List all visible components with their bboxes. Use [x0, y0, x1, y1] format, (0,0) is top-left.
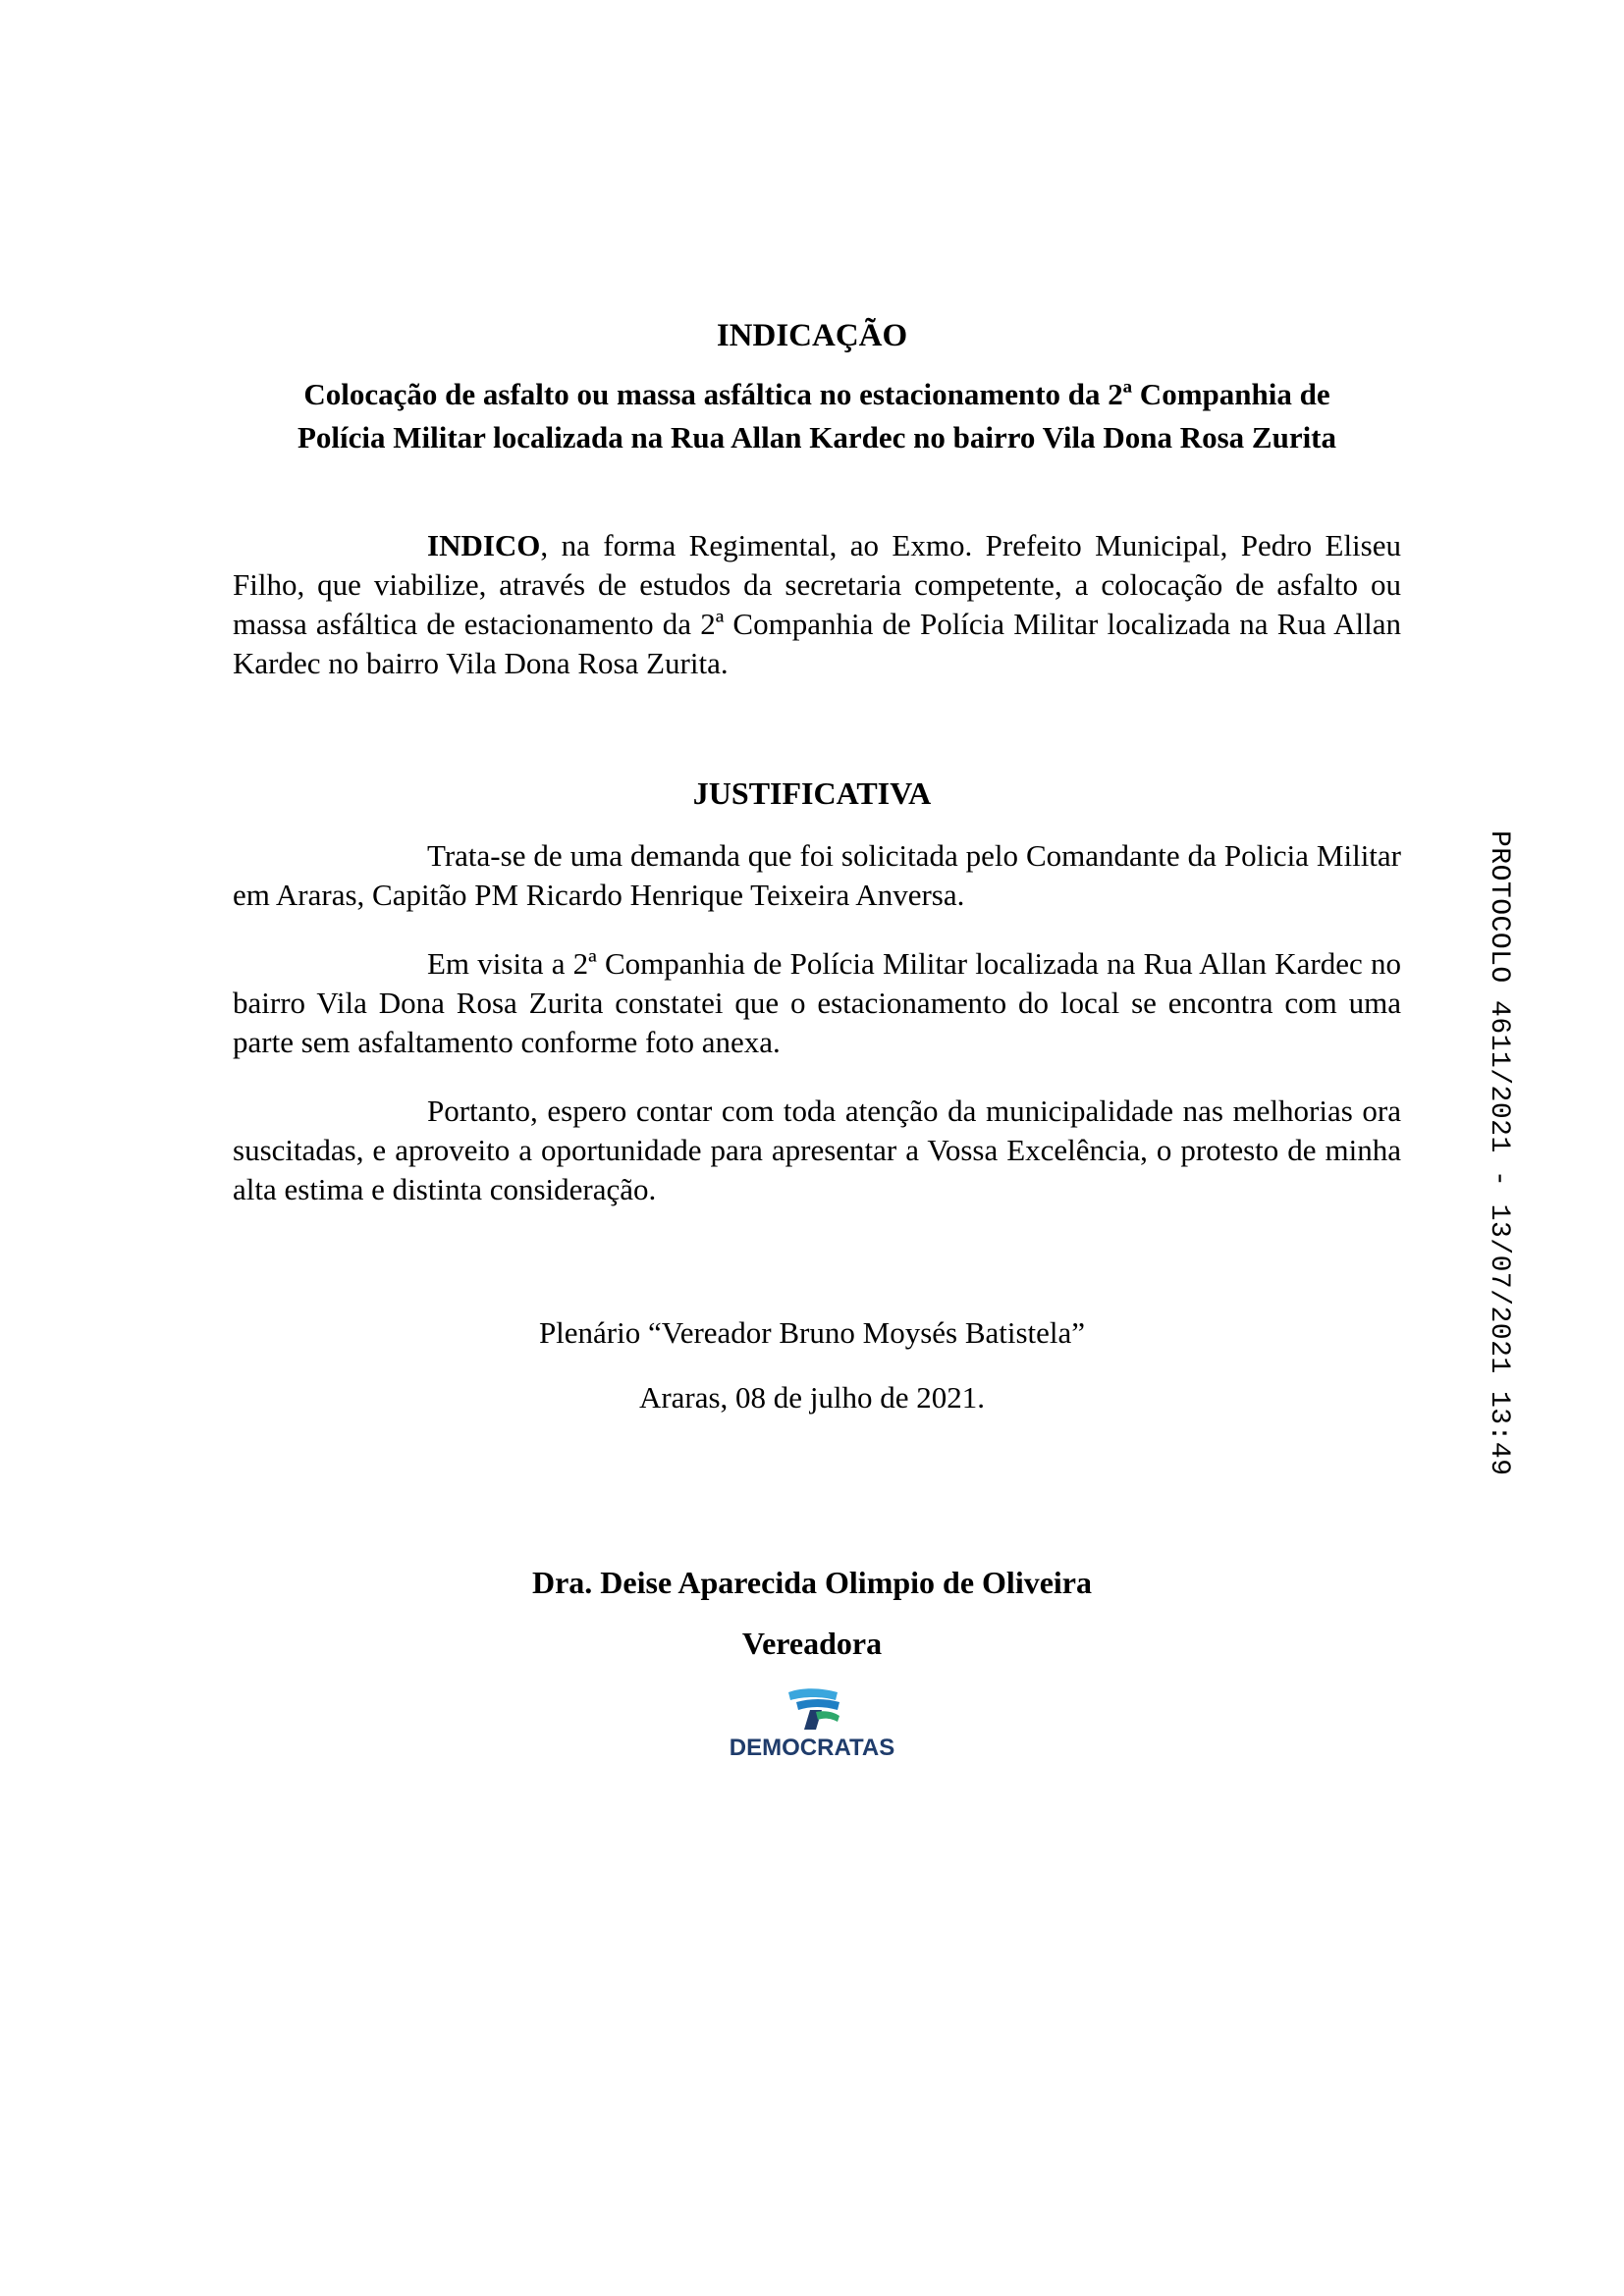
party-logo-mark-icon	[788, 1688, 839, 1730]
subject-line-1: Colocação de asfalto ou massa asfáltica no estacionamento da 2ª Companhia de	[303, 377, 1330, 411]
indico-text: , na forma Regimental, ao Exmo. Prefeito Municipal, Pedro Eliseu Filho, que viabilize, através de estudos da secretaria competente, a colocação de asfalto ou massa asfáltica de estacionamento da 2ª Companhia de Polícia Militar localizada na Rua Allan Kardec no bairro Vila Dona Rosa Zurita.	[233, 528, 1401, 680]
justification-text-1: Trata-se de uma demanda que foi solicitada pelo Comandante da Policia Militar em Araras, Capitão PM Ricardo Henrique Teixeira Anversa.	[233, 838, 1401, 912]
date-line: Araras, 08 de julho de 2021.	[638, 1380, 986, 1415]
indico-lead: INDICO	[427, 528, 541, 562]
document-subject	[233, 373, 1401, 459]
justification-title: JUSTIFICATIVA	[692, 775, 932, 811]
protocol-stamp	[1473, 830, 1524, 1478]
justification-text-2: Em visita a 2ª Companhia de Polícia Militar localizada na Rua Allan Kardec no bairro Vila Dona Rosa Zurita constatei que o estacionamento do local se encontra com uma parte sem asfaltamento conforme foto anexa.	[233, 946, 1401, 1059]
justification-paragraph-1	[233, 836, 1401, 915]
subject-line-2: Polícia Militar localizada na Rua Allan Kardec no bairro Vila Dona Rosa Zurita	[297, 420, 1337, 454]
justification-text-3: Portanto, espero contar com toda atenção da municipalidade nas melhorias ora suscitadas, e aproveito a oportunidade para apresentar a Vossa Excelência, o protesto de minha alta estima e distinta consideração.	[233, 1094, 1401, 1206]
protocol-stamp-text: PROTOCOLO 4611/2021 - 13/07/2021 13:49	[1484, 830, 1514, 1476]
plenario-line: Plenário “Vereador Bruno Moysés Batistela”	[538, 1315, 1086, 1350]
document-title: INDICAÇÃO	[716, 318, 908, 353]
justification-paragraph-2	[233, 944, 1401, 1062]
democratas-logo	[714, 1686, 910, 1765]
indico-paragraph	[233, 526, 1401, 683]
justification-paragraph-3	[233, 1092, 1401, 1209]
party-logo-text: DEMOCRATAS	[729, 1735, 895, 1761]
signer-name: Dra. Deise Aparecida Olimpio de Oliveira	[531, 1565, 1092, 1600]
signer-role: Vereadora	[741, 1626, 883, 1661]
